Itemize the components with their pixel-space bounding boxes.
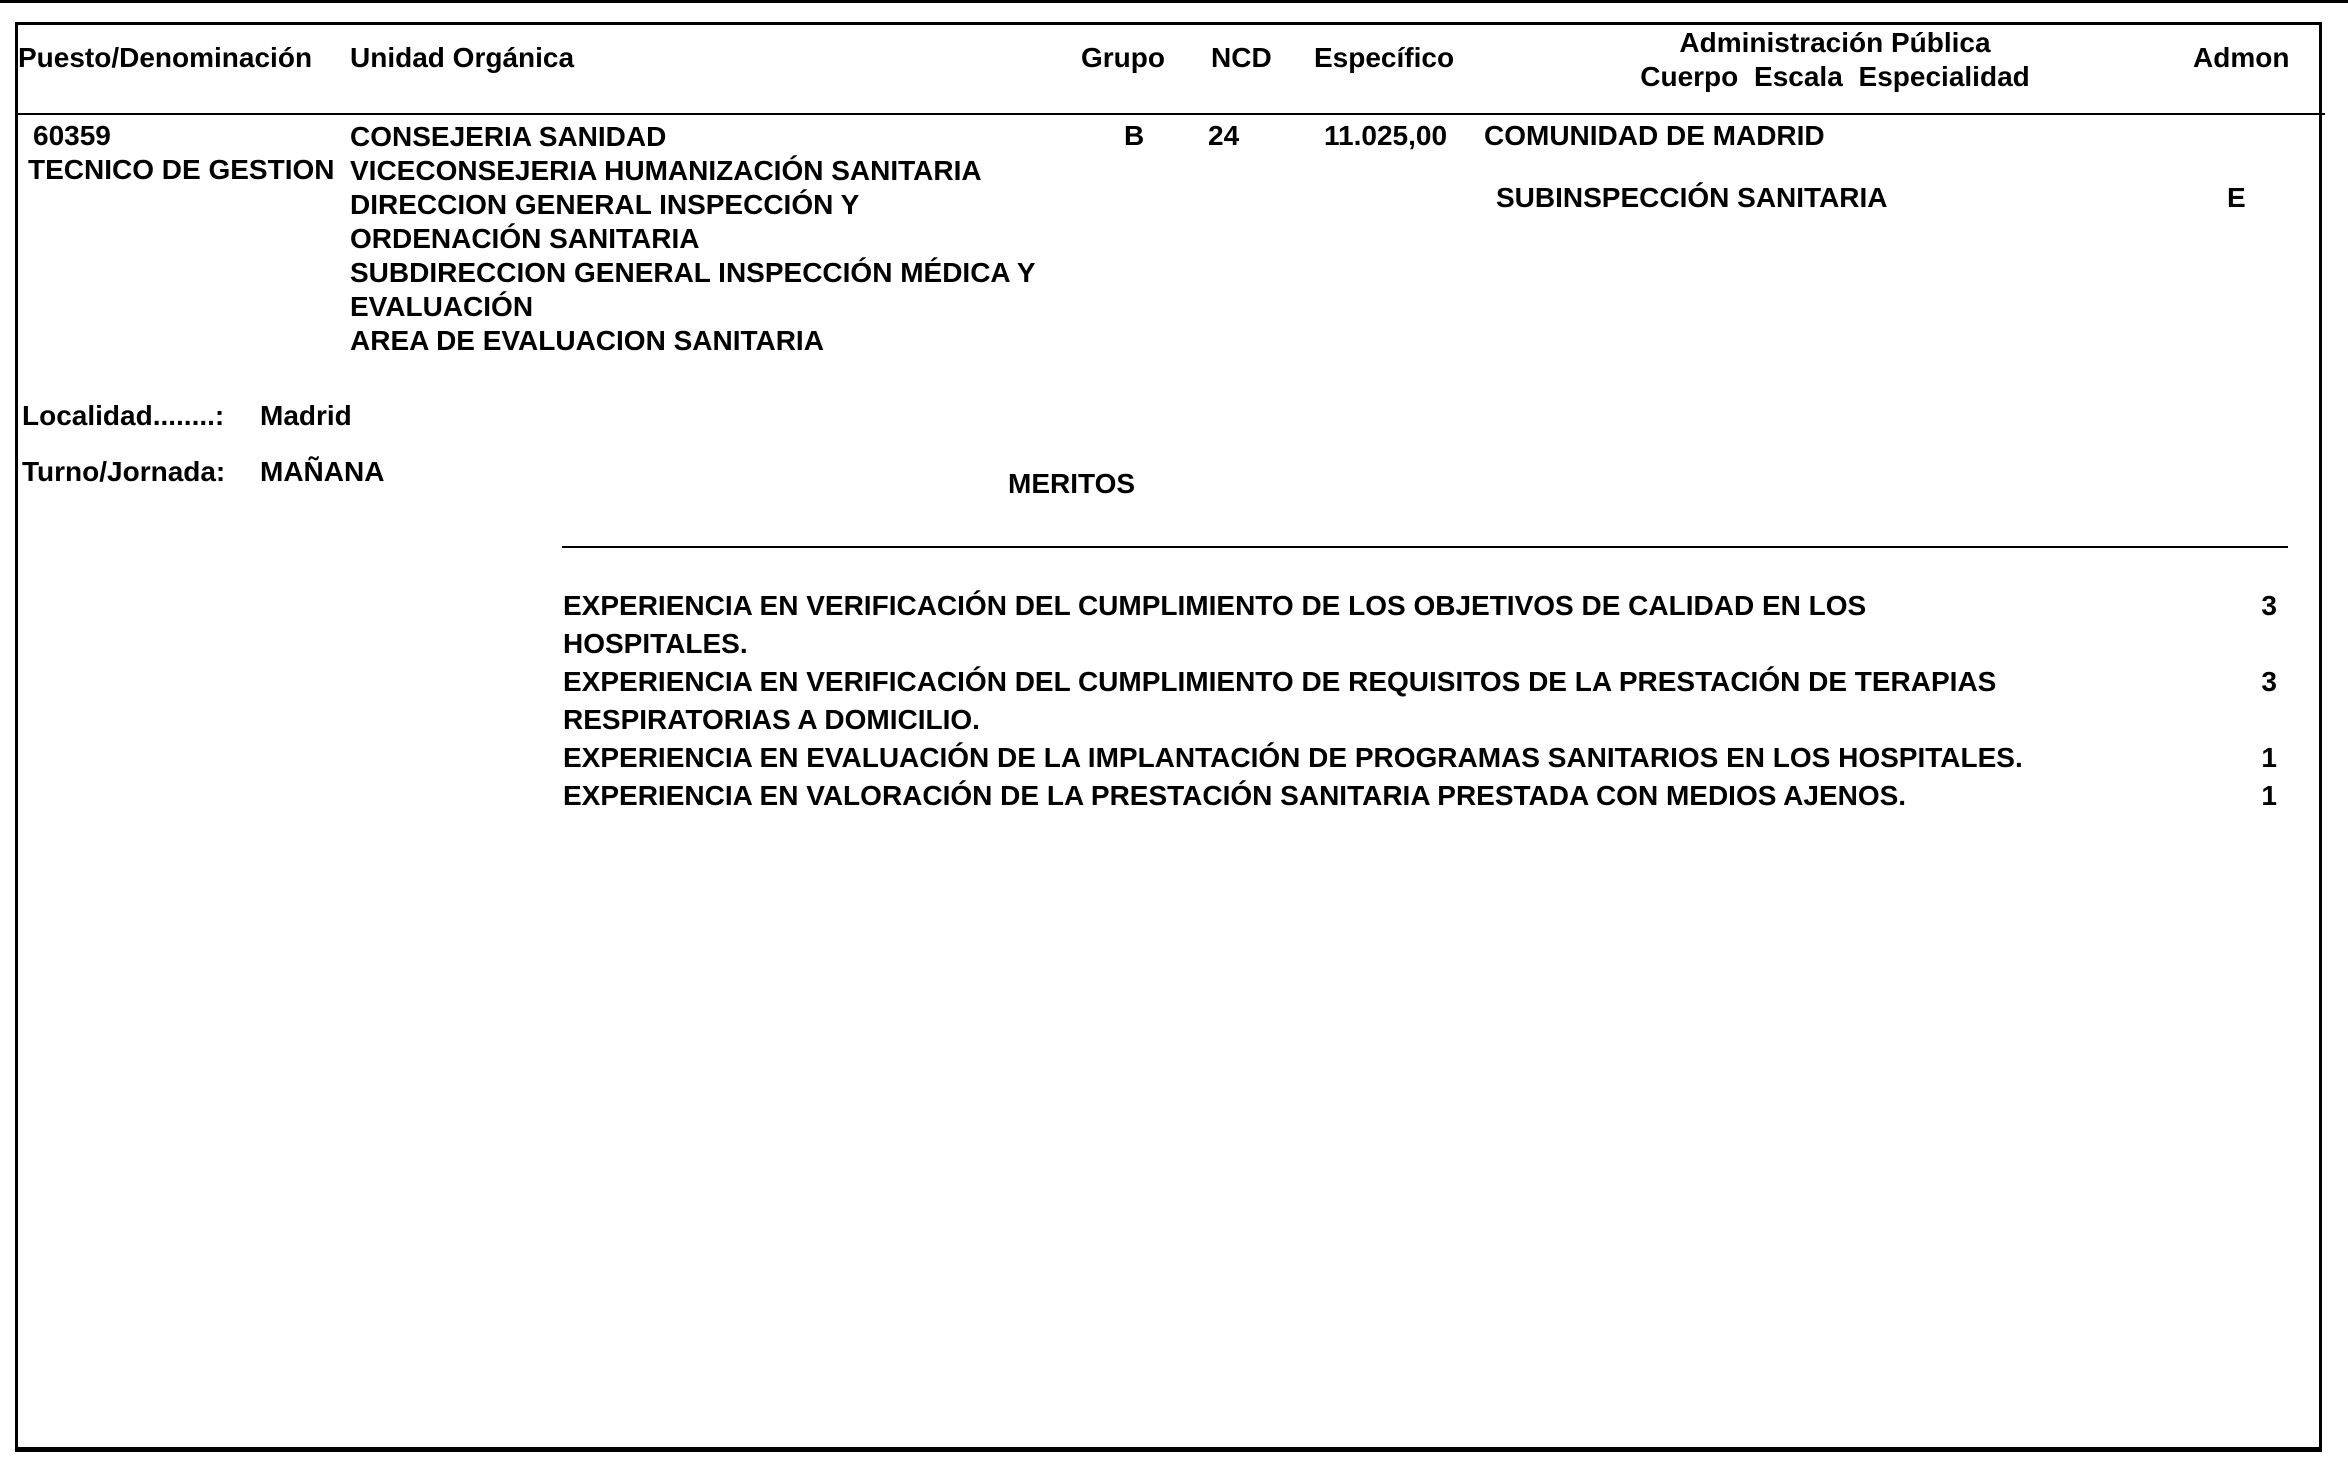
page-top-rule [0,0,2348,3]
cell-especifico: 11.025,00 [1324,120,1448,151]
merit-item [563,739,2277,777]
unidad-organica-line: CONSEJERIA SANIDAD [350,121,667,152]
merit-text-line: HOSPITALES. [563,628,748,659]
merit-item [563,663,2277,739]
column-header-admon: Admon [2193,42,2290,73]
cell-puesto-denominacion: TECNICO DE GESTION [28,154,335,185]
unidad-organica-line: AREA DE EVALUACION SANITARIA [350,325,824,356]
header-separator-line [15,113,2325,115]
merit-text-line: EXPERIENCIA EN EVALUACIÓN DE LA IMPLANTACIÓN DE PROGRAMAS SANITARIOS EN LOS HOSPITALES. [563,742,2023,773]
unidad-organica-line: EVALUACIÓN [350,291,534,322]
merit-points: 1 [2261,780,2277,811]
column-header-administracion-publica [1635,26,2035,94]
column-header-unidad-organica: Unidad Orgánica [350,42,575,73]
localidad-label: Localidad........: [22,400,225,431]
column-header-cuerpo-escala-especialidad: Cuerpo Escala Especialidad [1640,61,2030,92]
column-header-grupo: Grupo [1081,42,1165,73]
turno-jornada-value: MAÑANA [260,456,385,487]
unidad-organica-line: SUBDIRECCION GENERAL INSPECCIÓN MÉDICA Y [350,257,1036,288]
merit-text-line: EXPERIENCIA EN VERIFICACIÓN DEL CUMPLIMIENTO DE LOS OBJETIVOS DE CALIDAD EN LOS [563,590,1867,621]
merit-text-line: EXPERIENCIA EN VALORACIÓN DE LA PRESTACIÓN SANITARIA PRESTADA CON MEDIOS AJENOS. [563,780,1907,811]
column-header-administracion-publica-line1: Administración Pública [1679,27,1991,58]
cell-ncd: 24 [1208,120,1240,151]
merit-item [563,587,2277,663]
unidad-organica-line: VICECONSEJERIA HUMANIZACIÓN SANITARIA [350,155,982,186]
merit-points: 1 [2261,742,2277,773]
unidad-organica-line: DIRECCION GENERAL INSPECCIÓN Y [350,189,860,220]
unidad-organica-line: ORDENACIÓN SANITARIA [350,223,700,254]
column-header-especifico: Específico [1314,42,1455,73]
cell-unidad-organica [350,120,1036,358]
cell-admon: E [2227,182,2246,213]
meritos-title: MERITOS [1008,468,1136,499]
merit-points: 3 [2261,590,2277,621]
turno-jornada-label: Turno/Jornada: [22,456,226,487]
localidad-value: Madrid [260,400,352,431]
cell-grupo: B [1124,120,1145,151]
cell-cuerpo-escala-especialidad: SUBINSPECCIÓN SANITARIA [1496,182,1888,213]
merit-item [563,777,2277,815]
merit-text-line: EXPERIENCIA EN VERIFICACIÓN DEL CUMPLIMIENTO DE REQUISITOS DE LA PRESTACIÓN DE TERAPIAS [563,666,1997,697]
column-header-ncd: NCD [1211,42,1272,73]
merit-text-line: RESPIRATORIAS A DOMICILIO. [563,704,980,735]
meritos-separator-line [562,546,2288,548]
column-header-puesto-denominacion: Puesto/Denominación [18,42,313,73]
merit-points: 3 [2261,666,2277,697]
cell-administracion-publica: COMUNIDAD DE MADRID [1484,120,1825,151]
cell-puesto-codigo: 60359 [33,120,111,151]
